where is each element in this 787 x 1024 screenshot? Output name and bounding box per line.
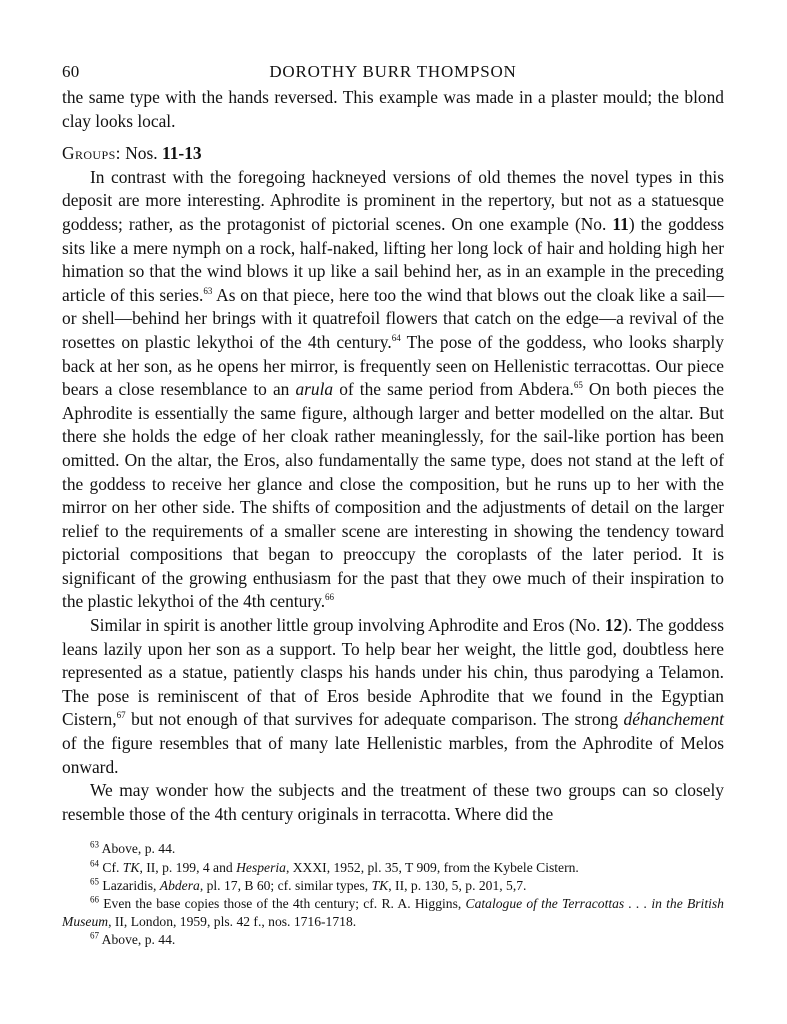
footnotes <box>62 840 724 949</box>
section-heading <box>62 142 724 166</box>
footnote-ref: 63 <box>203 285 213 296</box>
text-run: The pose of the goddess, who looks sharply back at her son, as he opens her mirror, is frequently seen on Hellenistic terracottas. Our piece bears a close resemblance to an <box>62 331 724 400</box>
page-number: 60 <box>62 62 80 81</box>
catalogue-number: 12 <box>604 615 623 636</box>
section-nos: Nos. <box>125 143 158 164</box>
italic-title: TK <box>371 877 389 893</box>
paragraph-2 <box>62 614 724 779</box>
italic-title: Abdera <box>159 877 200 893</box>
text-run: Similar in spirit is another little group involving Aphrodite and Eros (No. <box>90 615 605 636</box>
text-run: On both pieces the Aphrodite is essentially the same figure, although larger and better modelled on the altar. But there she holds the edge of her cloak rather meaninglessly, for the sail-like portion has been omitted. On the altar, the Eros, also fundamentally the same type, does not stand at the left of the goddess to receive her glance and close the composition, but he runs up to her with the mirror on her other side. The shifts of composition and the adjustments of detail on the larger relief to the requirements of a smaller scene are interesting in showing the tendency toward pictorial compositions that began to preoccupy the coroplasts of the later period. It is significant of the growing enthusiasm for the past that they owe much of their inspiration to the plastic lekythoi of the 4th century. <box>62 379 724 612</box>
body-text <box>62 86 724 826</box>
intro-paragraph: the same type with the hands reversed. This example was made in a plaster mould; the blond clay looks local. <box>62 87 724 131</box>
section-label: Groups: <box>62 143 121 164</box>
text-run: In contrast with the foregoing hackneyed versions of old themes the novel types in this deposit are more interesting. Aphrodite is prominent in the repertory, but not as a statuesque goddess; rather, as the protagonist of pictorial scenes. On one example (No. <box>62 166 724 234</box>
footnote-text: Even the base copies those of the 4th century; cf. R. A. Higgins, <box>103 896 466 912</box>
section-range: 11-13 <box>161 143 202 164</box>
footnote-text: , II, p. 130, 5, p. 201, 5,7. <box>388 877 527 893</box>
footnote-number: 64 <box>90 858 99 869</box>
footnote-text: , II, London, 1959, pls. 42 f., nos. 1716-1718. <box>108 914 357 930</box>
text-run: of the figure resembles that of many late Hellenistic marbles, from the Aphrodite of Melos onward. <box>62 733 724 777</box>
footnote-number: 63 <box>90 839 99 850</box>
text-run: but not enough of that survives for adequate comparison. The strong <box>125 709 624 730</box>
footnote-ref: 65 <box>573 380 583 391</box>
italic-title: Catalogue of the Terracottas . . . in the British Museum <box>62 896 724 930</box>
catalogue-number: 11 <box>612 213 629 234</box>
footnote-number: 67 <box>90 930 99 941</box>
footnote-text: Lazaridis, <box>102 877 160 893</box>
footnote-64 <box>62 859 724 877</box>
text-run: As on that piece, here too the wind that blows out the cloak like a sail—or shell—behind her brings with it quatrefoil flowers that catch on the edge—a revival of the rosettes on plastic lekythoi of the 4th century. <box>62 284 724 352</box>
text-run: ). The goddess leans lazily upon her son as a support. To help bear her weight, the little god, doubtless here represented as a statue, patiently clasps his hands under his chin, thus parodying a Telamon. The pose is reminiscent of that of Eros beside Aphrodite that we found in the Egyptian Cistern, <box>62 615 725 730</box>
footnote-ref: 67 <box>116 710 126 721</box>
paragraph-3 <box>62 779 724 826</box>
text-run: ) the goddess sits like a mere nymph on a rock, half-naked, lifting her long lock of hair and holding high her himation so that the wind blows it up like a sail behind her, as in an example in the preceding article of this series. <box>62 213 724 305</box>
footnote-text: , II, p. 199, 4 and <box>139 859 237 875</box>
paragraph-1 <box>62 166 724 614</box>
footnote-ref: 66 <box>325 592 335 603</box>
page <box>62 62 724 950</box>
footnote-text: Above, p. 44. <box>101 932 176 948</box>
text-run: of the same period from Abdera. <box>333 379 574 400</box>
text-run: We may wonder how the subjects and the treatment of these two groups can so closely resemble those of the 4th century originals in terracotta. Where did the <box>62 780 724 824</box>
italic-title: TK <box>122 859 140 875</box>
footnote-text: Above, p. 44. <box>101 841 176 857</box>
footnote-65 <box>62 877 724 895</box>
italic-term: arula <box>295 379 334 400</box>
footnote-67 <box>62 931 724 949</box>
footnote-text: , pl. 17, B 60; cf. similar types, <box>199 877 372 893</box>
footnote-number: 66 <box>90 894 99 905</box>
footnote-text: Cf. <box>102 859 123 875</box>
page-header <box>62 62 724 86</box>
italic-term: déhanchement <box>623 709 724 730</box>
footnote-number: 65 <box>90 876 99 887</box>
running-title: DOROTHY BURR THOMPSON <box>269 62 517 81</box>
footnote-ref: 64 <box>391 333 401 344</box>
footnote-66 <box>62 895 724 931</box>
footnote-text: , XXXI, 1952, pl. 35, T 909, from the Kybele Cistern. <box>285 859 579 875</box>
italic-title: Hesperia <box>236 859 286 875</box>
footnote-63 <box>62 840 724 858</box>
